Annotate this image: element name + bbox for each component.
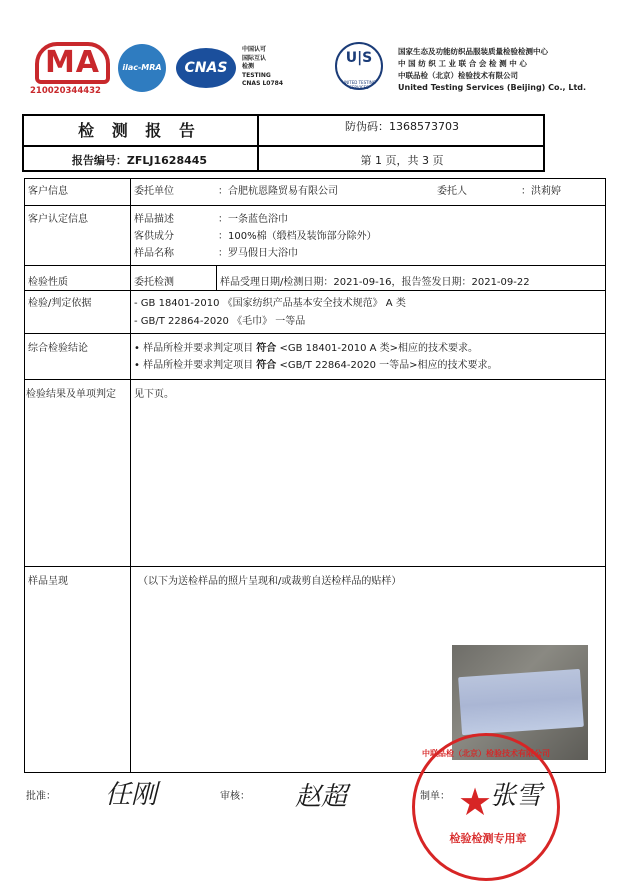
confirmed-value: ：100%棉（缎档及装饰部分除外）: [218, 231, 377, 242]
row-divider: [24, 265, 606, 266]
results-value: 见下页。: [134, 389, 174, 400]
client-label: 客户信息: [28, 186, 68, 197]
nature-label: 检验性质: [28, 277, 68, 288]
sample-label: 样品呈现: [28, 576, 68, 587]
conclusion-item: • 样品所检并要求判定项目 符合 <GB 18401-2010 A 类>相应的技术要求。: [134, 343, 479, 354]
stamp-text: 检验检测专用章: [449, 832, 527, 845]
confirmed-value: ：一条蓝色浴巾: [218, 214, 288, 225]
basis-item: - GB 18401-2010 《国家纺织产品基本安全技术规范》 A 类: [134, 298, 406, 309]
basis-label: 检验/判定依据: [28, 298, 92, 309]
stamp-arc-text: 中联品检（北京）检验技术有限公司: [422, 749, 550, 758]
basis-item: - GB/T 22864-2020 《毛巾》 一等品: [134, 316, 306, 327]
ma-number: 210020344432: [30, 86, 101, 96]
client-unit-value: ：合肥杭恩隆贸易有限公司: [218, 186, 338, 197]
ilac-logo: ilac-MRA: [118, 44, 166, 92]
anti-fake-code: 防伪码：1368573703: [345, 120, 459, 133]
client-person-label: 委托人: [437, 186, 467, 197]
confirmed-label: 客户认定信息: [28, 214, 88, 225]
nature-dates: 样品受理日期/检测日期：2021-09-16，报告签发日期：2021-09-22: [220, 277, 530, 288]
results-label: 检验结果及单项判定: [26, 389, 116, 400]
row-divider: [24, 379, 606, 380]
row-divider: [24, 566, 606, 567]
row-divider: [24, 290, 606, 291]
report-title: 检 测 报 告: [78, 121, 201, 140]
column-divider: [216, 266, 217, 290]
approve-label: 批准：: [26, 791, 56, 802]
review-signature: 赵超: [295, 782, 348, 812]
uts-logo: U|S: [335, 42, 383, 90]
review-label: 审核：: [220, 791, 250, 802]
column-divider: [130, 178, 131, 773]
confirmed-value: ：罗马假日大浴巾: [218, 248, 298, 259]
stamp-star-icon: ★: [458, 780, 493, 824]
make-label: 制单：: [420, 791, 450, 802]
organization-names: 国家生态及功能纺织品服装质量检验检测中心 中 国 纺 织 工 业 联 合 会 检 测 中 心 中联品检（北京）检验技术有限公司 United Testing Services (Beijing) Co., Ltd.: [398, 47, 587, 92]
sample-note: （以下为送检样品的照片呈现和/或裁剪自送检样品的贴样）: [138, 576, 402, 587]
conclusion-item: • 样品所检并要求判定项目 符合 <GB/T 22864-2020 一等品>相应的技术要求。: [134, 360, 498, 371]
confirmed-key: 样品名称: [134, 248, 174, 259]
ma-logo: MA: [35, 42, 110, 84]
page-indicator: 第 1 页，共 3 页: [360, 154, 444, 167]
confirmed-key: 样品描述: [134, 214, 174, 225]
row-divider: [24, 333, 606, 334]
row-divider: [24, 205, 606, 206]
nature-value: 委托检测: [134, 277, 174, 288]
client-unit-label: 委托单位: [134, 186, 174, 197]
make-signature: 张雪: [490, 781, 543, 811]
client-person-value: ：洪莉婷: [521, 186, 561, 197]
divider: [22, 145, 545, 147]
towel-image: [458, 669, 584, 735]
uts-caption: UNITED TESTING SERVICES: [342, 80, 376, 90]
report-number: 报告编号：ZFLJ1628445: [71, 154, 208, 167]
confirmed-key: 客供成分: [134, 231, 174, 242]
cnas-text: 中国认可 国际互认 检测 TESTING CNAS L0784: [242, 46, 284, 87]
approve-signature: 任刚: [105, 780, 158, 810]
cnas-logo: CNAS: [176, 48, 236, 88]
conclusion-label: 综合检验结论: [28, 343, 88, 354]
